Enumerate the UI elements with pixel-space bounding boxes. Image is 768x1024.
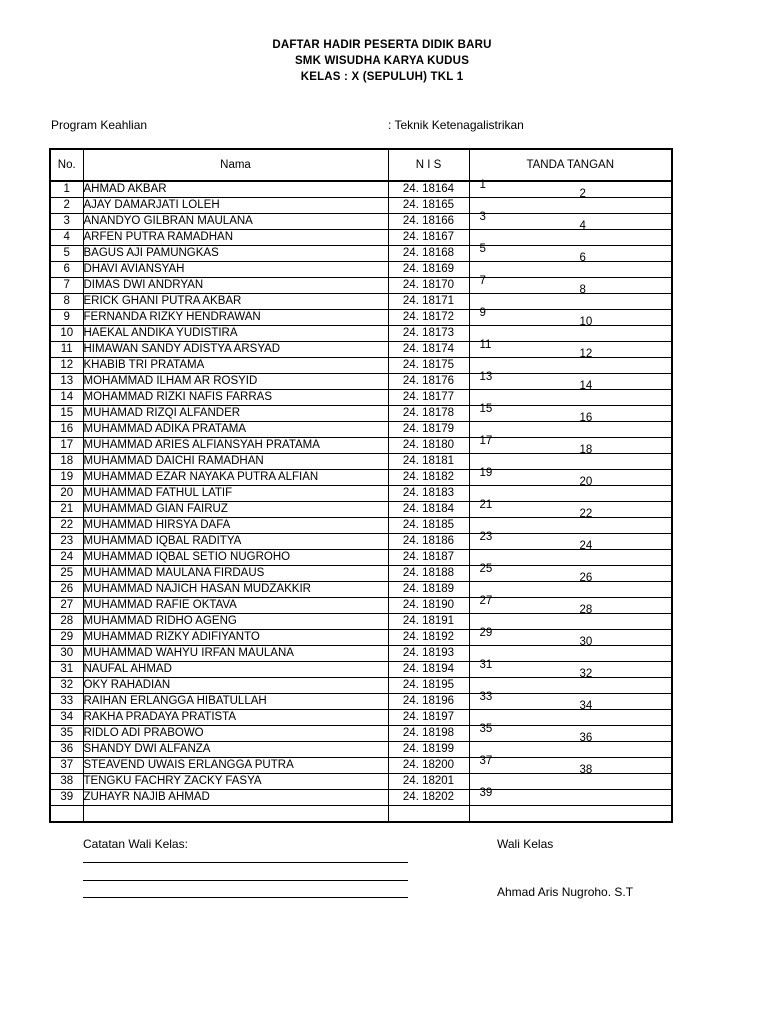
- student-name: MUHAMMAD HIRSYA DAFA: [83, 518, 388, 534]
- row-number: 18: [50, 454, 83, 470]
- signature-number: 12: [579, 348, 593, 360]
- signature-number: 5: [479, 243, 486, 255]
- row-number: 21: [50, 502, 83, 518]
- row-number: 34: [50, 710, 83, 726]
- signature-cell: [469, 316, 672, 342]
- student-name: MOHAMMAD RIZKI NAFIS FARRAS: [83, 390, 388, 406]
- row-number: 5: [50, 246, 83, 262]
- row-number: 27: [50, 598, 83, 614]
- row-number: 28: [50, 614, 83, 630]
- row-number: 14: [50, 390, 83, 406]
- student-nis: 24. 18180: [388, 438, 469, 454]
- signature-cell: [469, 540, 672, 566]
- note-line: [83, 880, 408, 881]
- note-line: [83, 897, 408, 898]
- signature-cell: [469, 211, 672, 230]
- student-nis: 24. 18171: [388, 294, 469, 310]
- student-nis: 24. 18175: [388, 358, 469, 374]
- signature-number: 31: [479, 659, 493, 671]
- signature-number: 11: [479, 339, 492, 351]
- row-number: 13: [50, 374, 83, 390]
- signature-number: 4: [579, 220, 586, 232]
- row-number: 12: [50, 358, 83, 374]
- signature-number: 38: [579, 764, 593, 776]
- table-row: [50, 646, 672, 662]
- empty-cell: [469, 806, 672, 823]
- table-row: [50, 614, 672, 630]
- row-number: 26: [50, 582, 83, 598]
- student-name: DHAVI AVIANSYAH: [83, 262, 388, 278]
- signature-number: 7: [479, 275, 486, 287]
- student-nis: 24. 18177: [388, 390, 469, 406]
- signature-cell: [469, 531, 672, 550]
- signature-number: 1: [479, 179, 486, 191]
- signature-cell: [469, 627, 672, 646]
- program-label: Program Keahlian: [51, 118, 148, 132]
- signature-number: 15: [479, 403, 493, 415]
- row-number: 10: [50, 326, 83, 342]
- table-header-row: [50, 149, 672, 181]
- student-name: AHMAD AKBAR: [83, 181, 388, 198]
- student-nis: 24. 18190: [388, 598, 469, 614]
- student-name: RAIHAN ERLANGGA HIBATULLAH: [83, 694, 388, 710]
- table-row: [50, 790, 672, 806]
- student-nis: 24. 18197: [388, 710, 469, 726]
- signature-cell: [469, 188, 672, 214]
- signature-number: 14: [579, 380, 593, 392]
- student-nis: 24. 18164: [388, 181, 469, 198]
- table-row: [50, 326, 672, 342]
- row-number: 1: [50, 181, 83, 198]
- signature-cell: [469, 787, 672, 806]
- empty-cell: [50, 806, 83, 823]
- student-nis: 24. 18170: [388, 278, 469, 294]
- student-name: MUHAMMAD EZAR NAYAKA PUTRA ALFIAN: [83, 470, 388, 486]
- empty-row: [50, 806, 672, 823]
- signature-number: 21: [479, 499, 493, 511]
- student-nis: 24. 18166: [388, 214, 469, 230]
- row-number: 37: [50, 758, 83, 774]
- student-name: MOHAMMAD ILHAM AR ROSYID: [83, 374, 388, 390]
- student-name: MUHAMMAD RIZKY ADIFIYANTO: [83, 630, 388, 646]
- signature-number: 37: [479, 755, 493, 767]
- signature-cell: [469, 659, 672, 678]
- signature-cell: [469, 595, 672, 614]
- row-number: 2: [50, 198, 83, 214]
- signature-cell: [469, 435, 672, 454]
- row-number: 20: [50, 486, 83, 502]
- student-nis: 24. 18168: [388, 246, 469, 262]
- signature-number: 26: [579, 572, 593, 584]
- student-nis: 24. 18199: [388, 742, 469, 758]
- signature-cell: [469, 467, 672, 486]
- signature-number: 34: [579, 700, 593, 712]
- signature-number: 19: [479, 467, 493, 479]
- attendance-table: [49, 148, 673, 823]
- row-number: 22: [50, 518, 83, 534]
- table-row: [50, 262, 672, 278]
- table-row: [50, 422, 672, 438]
- signature-number: 13: [479, 371, 493, 383]
- signature-cell: [469, 252, 672, 278]
- student-nis: 24. 18188: [388, 566, 469, 582]
- student-name: ERICK GHANI PUTRA AKBAR: [83, 294, 388, 310]
- signature-number: 20: [579, 476, 593, 488]
- student-nis: 24. 18187: [388, 550, 469, 566]
- table-row: [50, 390, 672, 406]
- signature-cell: [469, 723, 672, 742]
- program-value: : Teknik Ketenagalistrikan: [388, 118, 524, 132]
- student-nis: 24. 18179: [388, 422, 469, 438]
- table-row: [50, 774, 672, 790]
- signature-cell: [469, 764, 672, 790]
- signature-cell: [469, 307, 672, 326]
- student-name: MUHAMMAD RIDHO AGENG: [83, 614, 388, 630]
- student-name: ANANDYO GILBRAN MAULANA: [83, 214, 388, 230]
- student-nis: 24. 18200: [388, 758, 469, 774]
- signature-number: 28: [579, 604, 593, 616]
- homeroom-note-label: Catatan Wali Kelas:: [83, 837, 188, 851]
- student-name: RAKHA PRADAYA PRATISTA: [83, 710, 388, 726]
- student-nis: 24. 18182: [388, 470, 469, 486]
- student-name: MUHAMMAD MAULANA FIRDAUS: [83, 566, 388, 582]
- student-nis: 24. 18183: [388, 486, 469, 502]
- student-nis: 24. 18169: [388, 262, 469, 278]
- student-nis: 24. 18193: [388, 646, 469, 662]
- header-signature: TANDA TANGAN: [469, 149, 672, 181]
- student-name: OKY RAHADIAN: [83, 678, 388, 694]
- signature-cell: [469, 604, 672, 630]
- student-nis: 24. 18172: [388, 310, 469, 326]
- table-row: [50, 742, 672, 758]
- row-number: 32: [50, 678, 83, 694]
- student-nis: 24. 18202: [388, 790, 469, 806]
- table-row: [50, 582, 672, 598]
- note-line: [83, 862, 408, 863]
- student-name: MUHAMMAD WAHYU IRFAN MAULANA: [83, 646, 388, 662]
- signature-cell: [469, 348, 672, 374]
- row-number: 3: [50, 214, 83, 230]
- student-name: HAEKAL ANDIKA YUDISTIRA: [83, 326, 388, 342]
- student-name: ARFEN PUTRA RAMADHAN: [83, 230, 388, 246]
- empty-cell: [388, 806, 469, 823]
- student-name: DIMAS DWI ANDRYAN: [83, 278, 388, 294]
- student-name: MUHAMMAD ADIKA PRATAMA: [83, 422, 388, 438]
- student-nis: 24. 18173: [388, 326, 469, 342]
- student-nis: 24. 18178: [388, 406, 469, 422]
- signature-cell: [469, 339, 672, 358]
- header-no: No.: [50, 149, 83, 181]
- signature-cell: [469, 275, 672, 294]
- student-nis: 24. 18165: [388, 198, 469, 214]
- signature-cell: [469, 755, 672, 774]
- student-nis: 24. 18194: [388, 662, 469, 678]
- row-number: 38: [50, 774, 83, 790]
- signature-number: 2: [579, 188, 586, 200]
- table-row: [50, 198, 672, 214]
- row-number: 4: [50, 230, 83, 246]
- row-number: 35: [50, 726, 83, 742]
- signature-cell: [469, 732, 672, 758]
- signature-number: 33: [479, 691, 493, 703]
- student-name: MUHAMMAD DAICHI RAMADHAN: [83, 454, 388, 470]
- signature-cell: [469, 668, 672, 694]
- student-name: AJAY DAMARJATI LOLEH: [83, 198, 388, 214]
- table-row: [50, 486, 672, 502]
- row-number: 17: [50, 438, 83, 454]
- student-nis: 24. 18181: [388, 454, 469, 470]
- student-name: MUHAMMAD FATHUL LATIF: [83, 486, 388, 502]
- row-number: 9: [50, 310, 83, 326]
- signature-number: 35: [479, 723, 493, 735]
- signature-cell: [469, 636, 672, 662]
- student-nis: 24. 18195: [388, 678, 469, 694]
- row-number: 7: [50, 278, 83, 294]
- row-number: 11: [50, 342, 83, 358]
- student-nis: 24. 18184: [388, 502, 469, 518]
- homeroom-teacher-name: Ahmad Aris Nugroho. S.T: [497, 885, 634, 899]
- row-number: 16: [50, 422, 83, 438]
- class-name: KELAS : X (SEPULUH) TKL 1: [300, 71, 464, 83]
- signature-cell: [469, 412, 672, 438]
- student-name: KHABIB TRI PRATAMA: [83, 358, 388, 374]
- signature-number: 22: [579, 508, 593, 520]
- student-nis: 24. 18191: [388, 614, 469, 630]
- signature-number: 10: [579, 316, 593, 328]
- signature-number: 25: [479, 563, 493, 575]
- row-number: 6: [50, 262, 83, 278]
- student-name: HIMAWAN SANDY ADISTYA ARSYAD: [83, 342, 388, 358]
- student-nis: 24. 18176: [388, 374, 469, 390]
- table-row: [50, 678, 672, 694]
- table-row: [50, 358, 672, 374]
- signature-number: 30: [579, 636, 593, 648]
- student-name: MUHAMMAD RAFIE OKTAVA: [83, 598, 388, 614]
- signature-cell: [469, 371, 672, 390]
- document-title: DAFTAR HADIR PESERTA DIDIK BARU: [272, 39, 492, 51]
- student-name: MUHAMAD RIZQI ALFANDER: [83, 406, 388, 422]
- signature-number: 18: [579, 444, 593, 456]
- signature-cell: [469, 181, 672, 198]
- header-nis: N I S: [388, 149, 469, 181]
- student-nis: 24. 18192: [388, 630, 469, 646]
- row-number: 25: [50, 566, 83, 582]
- school-name: SMK WISUDHA KARYA KUDUS: [294, 55, 470, 67]
- row-number: 19: [50, 470, 83, 486]
- row-number: 8: [50, 294, 83, 310]
- student-name: MUHAMMAD ARIES ALFIANSYAH PRATAMA: [83, 438, 388, 454]
- signature-cell: [469, 508, 672, 534]
- student-nis: 24. 18167: [388, 230, 469, 246]
- row-number: 29: [50, 630, 83, 646]
- student-name: STEAVEND UWAIS ERLANGGA PUTRA: [83, 758, 388, 774]
- signature-number: 3: [479, 211, 486, 223]
- table-row: [50, 230, 672, 246]
- student-nis: 24. 18198: [388, 726, 469, 742]
- signature-number: 32: [579, 668, 593, 680]
- table-row: [50, 294, 672, 310]
- row-number: 39: [50, 790, 83, 806]
- student-nis: 24. 18201: [388, 774, 469, 790]
- row-number: 30: [50, 646, 83, 662]
- signature-cell: [469, 220, 672, 246]
- student-name: NAUFAL AHMAD: [83, 662, 388, 678]
- student-name: MUHAMMAD IQBAL SETIO NUGROHO: [83, 550, 388, 566]
- student-name: MUHAMMAD IQBAL RADITYA: [83, 534, 388, 550]
- table-row: [50, 550, 672, 566]
- student-name: SHANDY DWI ALFANZA: [83, 742, 388, 758]
- student-nis: 24. 18196: [388, 694, 469, 710]
- signature-number: 23: [479, 531, 493, 543]
- signature-number: 17: [479, 435, 493, 447]
- signature-cell: [469, 403, 672, 422]
- signature-cell: [469, 284, 672, 310]
- student-nis: 24. 18185: [388, 518, 469, 534]
- student-nis: 24. 18189: [388, 582, 469, 598]
- header-name: Nama: [83, 149, 388, 181]
- row-number: 24: [50, 550, 83, 566]
- signature-number: 27: [479, 595, 493, 607]
- signature-number: 6: [579, 252, 586, 264]
- student-nis: 24. 18174: [388, 342, 469, 358]
- signature-cell: [469, 499, 672, 518]
- student-name: MUHAMMAD NAJICH HASAN MUDZAKKIR: [83, 582, 388, 598]
- signature-cell: [469, 572, 672, 598]
- signature-cell: [469, 444, 672, 470]
- homeroom-teacher-label: Wali Kelas: [497, 837, 554, 851]
- signature-cell: [469, 700, 672, 726]
- student-name: FERNANDA RIZKY HENDRAWAN: [83, 310, 388, 326]
- table-row: [50, 710, 672, 726]
- row-number: 15: [50, 406, 83, 422]
- student-name: TENGKU FACHRY ZACKY FASYA: [83, 774, 388, 790]
- row-number: 31: [50, 662, 83, 678]
- signature-number: 36: [579, 732, 593, 744]
- student-name: RIDLO ADI PRABOWO: [83, 726, 388, 742]
- signature-cell: [469, 563, 672, 582]
- signature-number: 16: [579, 412, 593, 424]
- empty-cell: [83, 806, 388, 823]
- row-number: 23: [50, 534, 83, 550]
- student-nis: 24. 18186: [388, 534, 469, 550]
- signature-cell: [469, 691, 672, 710]
- row-number: 36: [50, 742, 83, 758]
- student-name: BAGUS AJI PAMUNGKAS: [83, 246, 388, 262]
- signature-number: 39: [479, 787, 493, 799]
- row-number: 33: [50, 694, 83, 710]
- student-name: ZUHAYR NAJIB AHMAD: [83, 790, 388, 806]
- signature-number: 8: [579, 284, 586, 296]
- signature-cell: [469, 243, 672, 262]
- table-row: [50, 454, 672, 470]
- signature-number: 29: [479, 627, 493, 639]
- signature-number: 9: [479, 307, 486, 319]
- signature-cell: [469, 380, 672, 406]
- signature-number: 24: [579, 540, 593, 552]
- student-name: MUHAMMAD GIAN FAIRUZ: [83, 502, 388, 518]
- signature-cell: [469, 476, 672, 502]
- table-row: [50, 518, 672, 534]
